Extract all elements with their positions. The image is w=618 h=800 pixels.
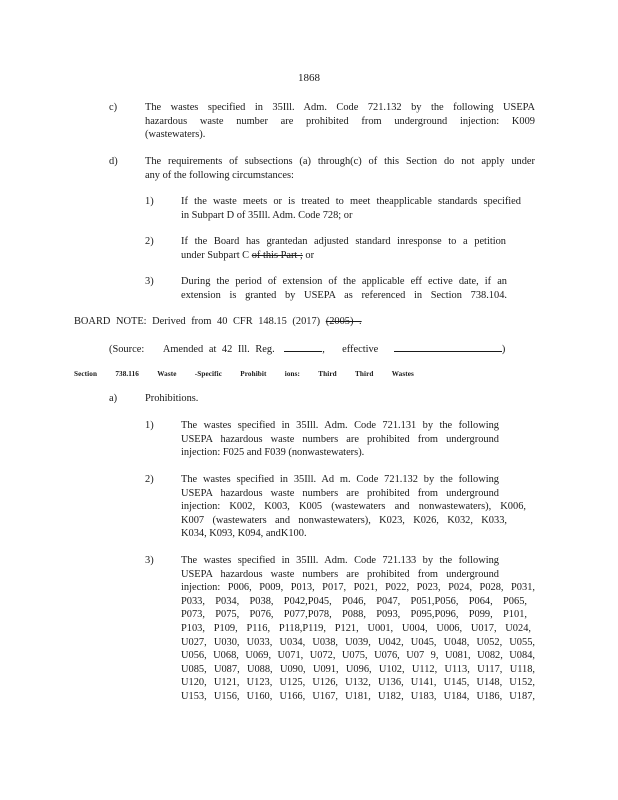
section-heading-word: Prohibit	[240, 370, 267, 378]
item-a3-line: P103, P109, P116, P118,P119, P121, U001, U004, U006, U017, U024,	[181, 622, 531, 634]
item-a3-label: 3)	[145, 555, 154, 566]
item-a-label: a)	[109, 393, 118, 404]
board-note	[74, 315, 362, 329]
item-a2-line: injection: K002, K003, K005 (wastewaters and nonwastewaters), K006,	[181, 501, 526, 513]
item-a3-line: U085, U087, U088, U090, U091, U096, U102, U112, U113, U117, U118,	[181, 663, 535, 675]
item-d2-label: 2)	[145, 236, 154, 247]
item-a3-line: USEPA hazardous waste numbers are prohibited from underground	[181, 568, 499, 580]
board-note-struck-text: (2005) .	[325, 316, 362, 327]
section-heading-word: ions:	[284, 370, 301, 378]
item-a1-line: The wastes specified in 35Ill. Adm. Code 721.131 by the following	[181, 420, 499, 431]
board-note-text: BOARD NOTE: Derived from 40 CFR 148.15 (2017)	[74, 316, 321, 327]
item-a3-line: U027, U030, U033, U034, U038, U039, U042, U045, U048, U052, U055,	[181, 636, 535, 648]
item-a3-line: U056, U068, U069, U071, U072, U075, U076, U07 9, U081, U082, U084,	[181, 650, 535, 662]
item-d1-text	[181, 195, 521, 222]
section-heading-word: Third	[318, 370, 337, 378]
item-a1-line: USEPA hazardous waste numbers are prohibited from underground	[181, 433, 499, 445]
item-a3-line: injection: P006, P009, P013, P017, P021, P022, P023, P024, P028, P031,	[181, 582, 535, 594]
section-heading-word: -Specific	[194, 370, 222, 378]
item-c-line: (wastewaters).	[145, 129, 206, 141]
item-a1-label: 1)	[145, 420, 154, 431]
item-d-text	[145, 155, 535, 182]
item-d2-struck-text: of this Part ;	[251, 249, 303, 261]
item-d3-line: extension is granted by USEPA as referenced in Section 738.104.	[181, 289, 507, 301]
item-d2-line: If the Board has grantedan adjusted standard inresponse to a petition	[181, 236, 506, 247]
item-a2-line: The wastes specified in 35Ill. Ad m. Code 721.132 by the following	[181, 474, 499, 485]
item-c-text	[145, 101, 535, 142]
item-d1-label: 1)	[145, 196, 154, 207]
effective-date-blank	[394, 341, 502, 352]
item-a3-text	[181, 554, 535, 704]
item-d2-line	[181, 249, 506, 263]
item-a2-line: USEPA hazardous waste numbers are prohibited from underground	[181, 487, 499, 499]
item-d1-line: If the waste meets or is treated to meet theapplicable standards specified	[181, 196, 521, 207]
item-d-line: The requirements of subsections (a) through(c) of this Section do not apply under	[145, 156, 535, 167]
source-close: )	[501, 344, 506, 355]
item-a1-text	[181, 419, 499, 460]
item-d2-text	[181, 235, 506, 262]
item-d2-line2-pre: under Subpart C	[181, 249, 250, 261]
item-a1-line: injection: F025 and F039 (nonwastewaters).	[181, 447, 365, 459]
source-effective: effective	[342, 344, 379, 355]
section-heading-word: 738.116	[115, 370, 139, 378]
item-c-line: The wastes specified in 35Ill. Adm. Code 721.132 by the following USEPA	[145, 102, 535, 113]
item-a2-text	[181, 473, 526, 541]
item-a3-line: The wastes specified in 35Ill. Adm. Code 721.133 by the following	[181, 555, 499, 566]
item-c-line: hazardous waste number are prohibited from underground injection: K009	[145, 115, 535, 127]
section-heading	[74, 368, 414, 382]
item-a2-line: K034, K093, K094, andK100.	[181, 528, 307, 540]
item-d3-label: 3)	[145, 276, 154, 287]
source-amended: Amended at 42 Ill. Reg.	[162, 344, 275, 355]
item-d-label: d)	[109, 156, 118, 167]
section-heading-word: Section	[74, 370, 98, 378]
item-a2-label: 2)	[145, 474, 154, 485]
page-number: 1868	[298, 72, 320, 84]
item-d-line: any of the following circumstances:	[145, 169, 294, 181]
source-line	[109, 341, 505, 357]
item-d1-line: in Subpart D of 35Ill. Adm. Code 728; or	[181, 209, 353, 221]
register-volume-blank	[284, 341, 322, 352]
section-heading-word: Third	[355, 370, 374, 378]
item-c-label: c)	[109, 102, 118, 113]
item-a3-line: U153, U156, U160, U166, U167, U181, U182, U183, U184, U186, U187,	[181, 690, 535, 702]
section-heading-word: Wastes	[391, 370, 414, 378]
item-a3-line: U120, U121, U123, U125, U126, U132, U136, U141, U145, U148, U152,	[181, 677, 535, 689]
item-a2-line: K007 (wastewaters and nonwastewaters), K023, K026, K032, K033,	[181, 514, 507, 526]
item-d2-line2-post: or	[305, 249, 315, 261]
source-comma: ,	[322, 344, 325, 355]
item-a-title: Prohibitions.	[145, 393, 199, 404]
item-d3-text	[181, 275, 507, 302]
item-d3-line: During the period of extension of the applicable eff ective date, if an	[181, 276, 507, 287]
item-a3-line: P073, P075, P076, P077,P078, P088, P093, P095,P096, P099, P101,	[181, 609, 527, 621]
section-heading-word: Waste	[157, 370, 177, 378]
item-a3-line: P033, P034, P038, P042,P045, P046, P047, P051,P056, P064, P065,	[181, 595, 527, 607]
source-label: (Source:	[109, 344, 145, 355]
